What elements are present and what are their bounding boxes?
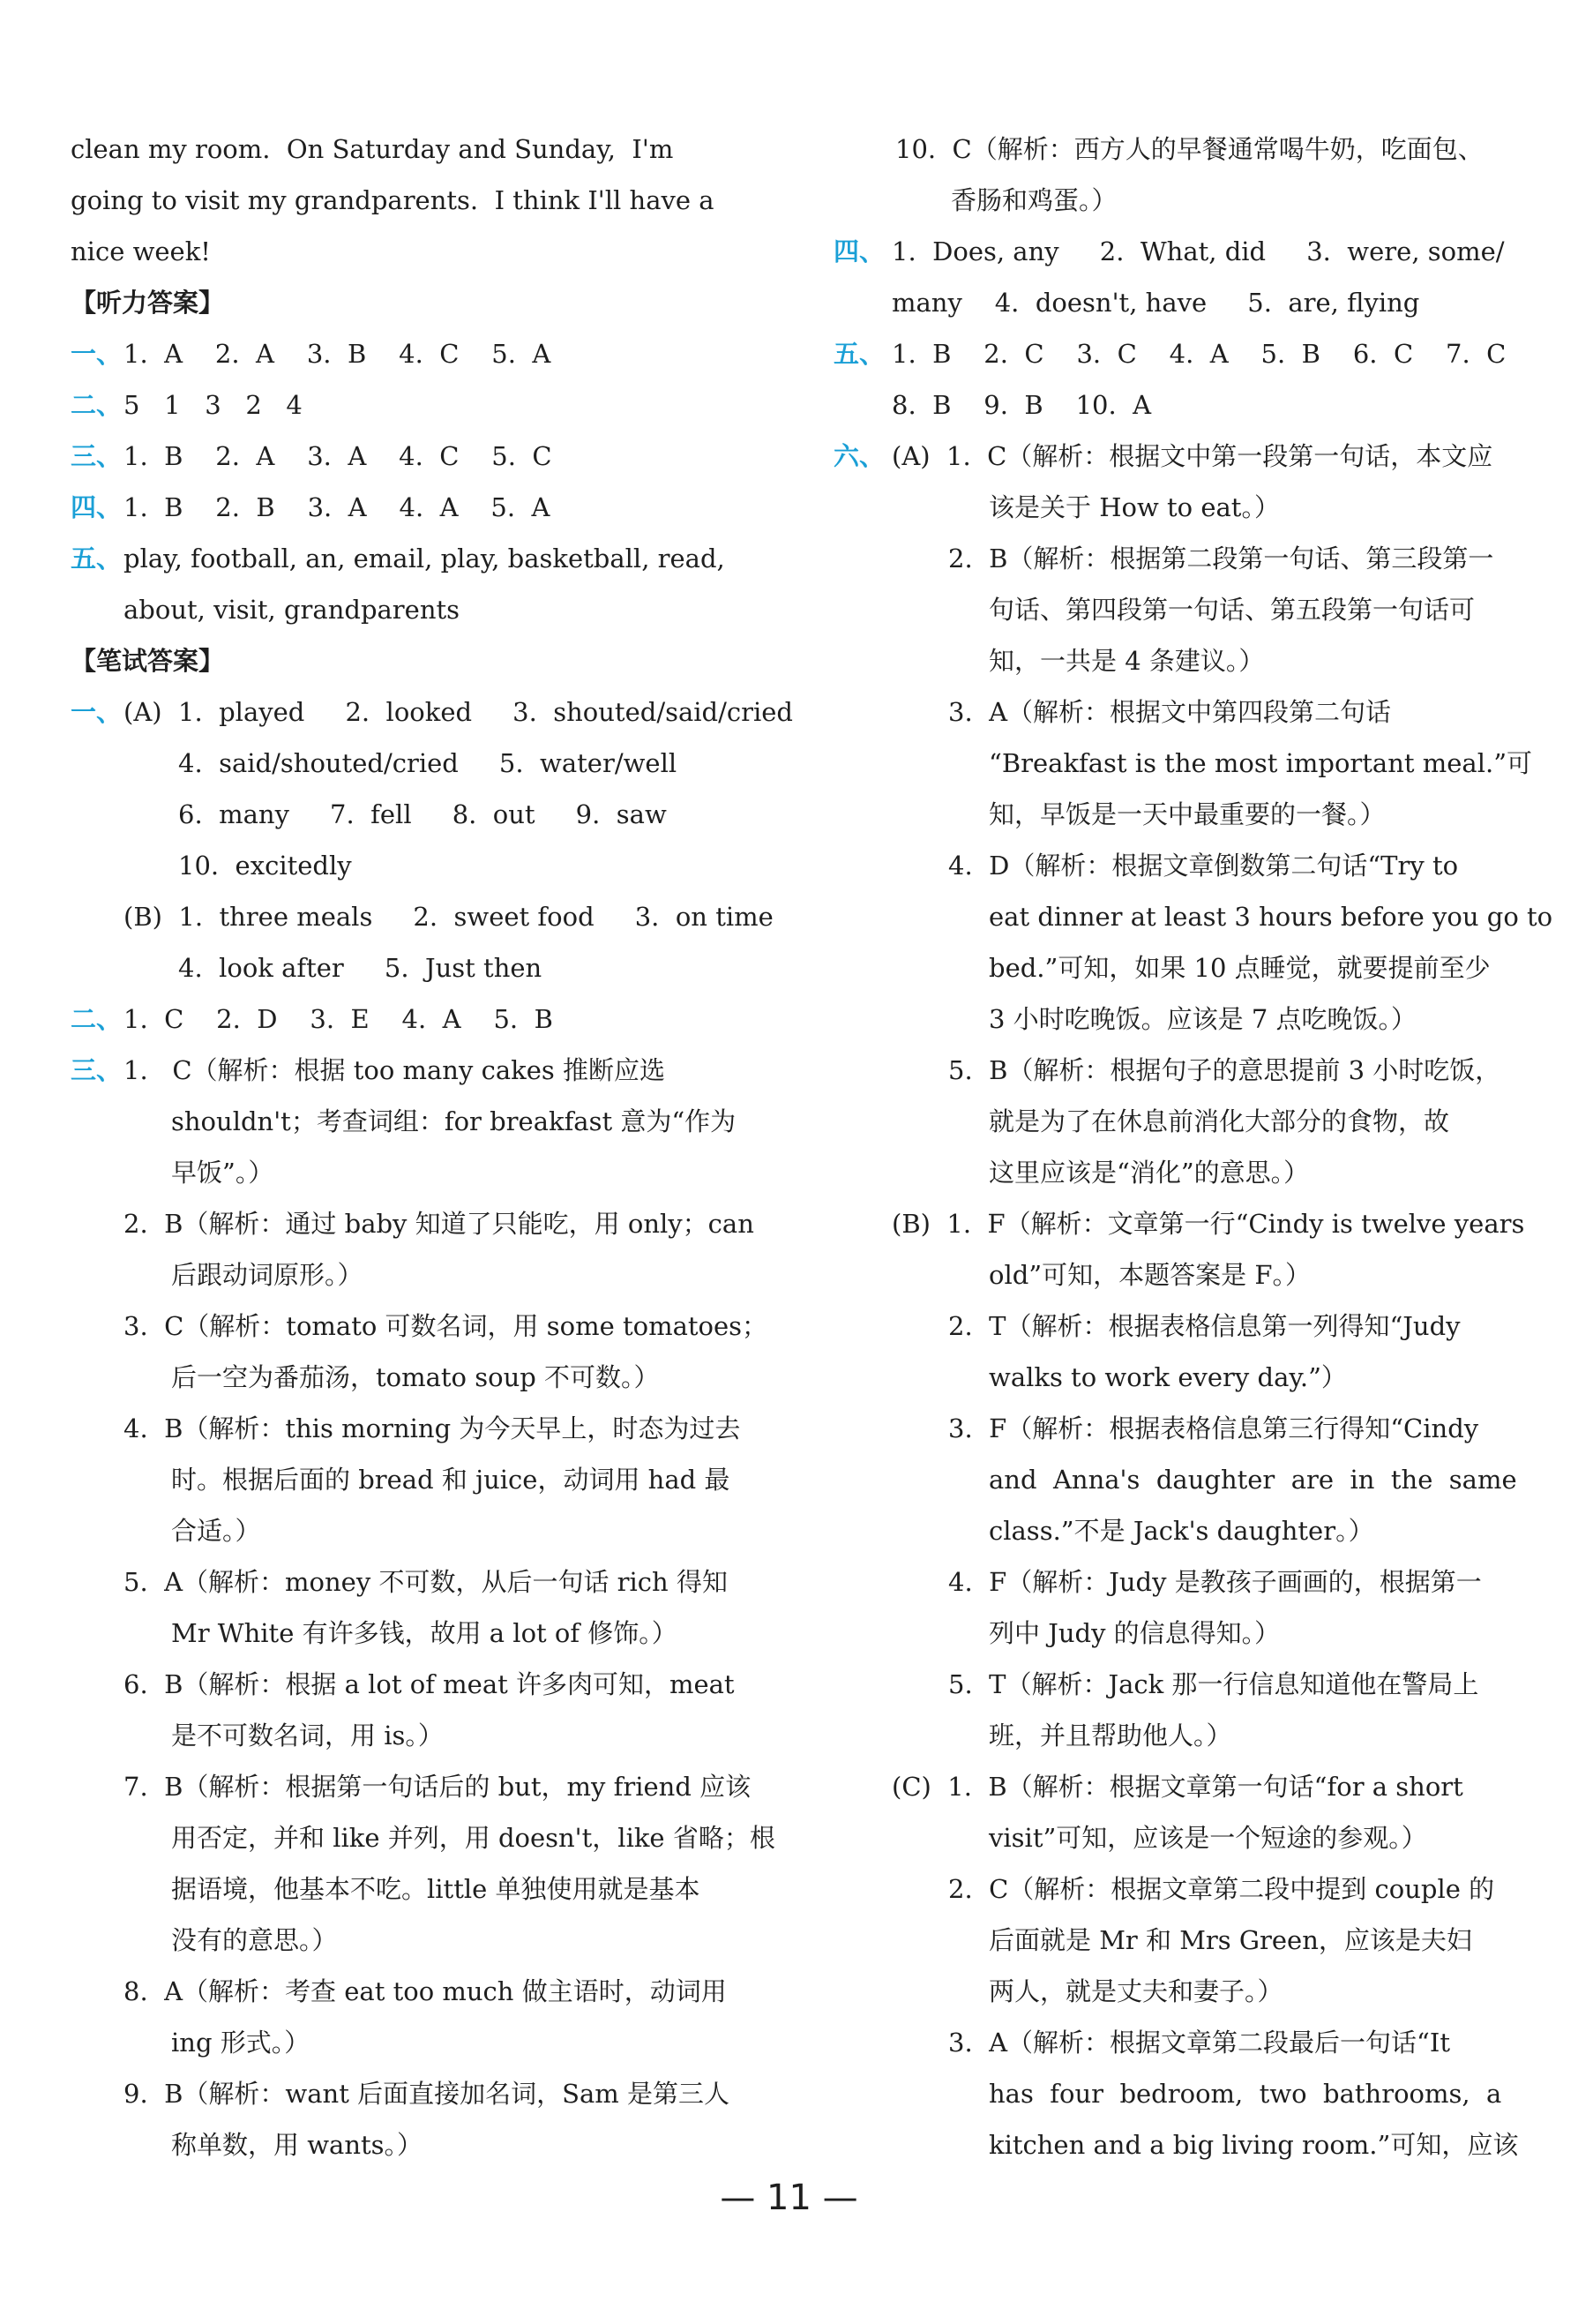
answer-text: 2. T（解析：根据表格信息第一列得知“Judy [948,1311,1461,1341]
text-line [834,1915,1539,1966]
text-line [834,891,1553,942]
section-heading: 【听力答案】 [71,288,225,318]
text-line [71,226,767,277]
text-line [71,1812,775,1863]
text-line [71,1096,767,1147]
text-line [71,1403,767,1454]
text-line [71,124,767,175]
answer-text: 4. D（解析：根据文章倒数第二句话“Try to [948,851,1459,881]
text-line [834,686,1539,738]
question-number: 三、 [71,441,123,471]
answer-text: 是不可数名词，用 is。） [171,1721,444,1750]
answer-text: 香肠和鸡蛋。） [951,185,1118,215]
answer-text: visit”可知，应该是一个短途的参观。） [989,1823,1427,1853]
question-number: 五、 [71,544,123,574]
answer-text: (A) 1. played 2. looked 3. shouted/said/cried [123,697,793,727]
text-line [834,482,1539,533]
text-line [71,379,767,431]
text-line [71,840,767,891]
question-number: 五、 [834,339,886,369]
question-number: 二、 [71,1004,123,1034]
text-line [71,1249,767,1301]
text-line [834,1249,1539,1301]
question-number: 四、 [71,492,123,522]
question-number: 六、 [834,441,886,471]
answer-text: walks to work every day.”） [989,1362,1347,1392]
text-line [834,226,1539,277]
text-line [834,1301,1539,1352]
text-line [834,2068,1539,2119]
answer-text: 8. A（解析：考查 eat too much 做主语时，动词用 [123,1976,727,2006]
text-line [834,1403,1539,1454]
answer-text: 2. B（解析：根据第二段第一句话、第三段第一 [948,544,1494,574]
answer-text: 后跟动词原形。） [171,1260,363,1290]
answer-text: 3 小时吃晚饭。应该是 7 点吃晚饭。） [989,1004,1417,1034]
answer-text: 3. A（解析：根据文中第四段第二句话 [948,697,1392,727]
answer-text: (A) 1. C（解析：根据文中第一段第一句话，本文应 [892,441,1493,471]
text-line [71,1659,767,1710]
answer-text: 2. B（解析：通过 baby 知道了只能吃，用 only；can [123,1209,754,1239]
answer-text: (C) 1. B（解析：根据文章第一句话“for a short [892,1772,1463,1802]
answer-text: old”可知，本题答案是 F。） [989,1260,1311,1290]
text-line [834,1045,1539,1096]
text-line [834,2017,1539,2068]
answer-text: 7. B（解析：根据第一句话后的 but，my friend 应该 [123,1772,752,1802]
text-line [834,1096,1539,1147]
text-line [834,533,1539,584]
text-line [834,635,1539,686]
question-number: 四、 [834,236,886,266]
text-line [834,1147,1539,1198]
answer-text: 早饭”。） [171,1158,274,1188]
right-column [834,124,1553,2170]
page-number: — 11 — [720,2178,858,2218]
text-line [834,431,1539,482]
answer-text: clean my room. On Saturday and Sunday, I'm [71,134,674,164]
text-line [71,1352,767,1403]
answer-text: 10. excitedly [178,851,352,881]
answer-text: 两人，就是丈夫和妻子。） [989,1976,1283,2006]
answer-text: 5 1 3 2 4 [123,390,303,420]
text-line [71,431,767,482]
answer-text: 6. B（解析：根据 a lot of meat 许多肉可知，meat [123,1669,735,1699]
answer-text: 1. C（解析：根据 too many cakes 推断应选 [123,1055,665,1085]
section-heading: 【笔试答案】 [71,646,225,676]
text-line [71,1556,767,1608]
answer-text: 3. C（解析：tomato 可数名词，用 some tomatoes； [123,1311,768,1341]
answer-text: 8. B 9. B 10. A [892,390,1152,420]
answer-text: 3. F（解析：根据表格信息第三行得知“Cindy [948,1413,1479,1443]
answer-text: 后一空为番茄汤，tomato soup 不可数。） [171,1362,660,1392]
answer-text: play, football, an, email, play, basketball, read, [123,544,725,574]
answer-text: 3. A（解析：根据文章第二段最后一句话“It [948,2028,1450,2058]
text-line [71,2119,767,2170]
answer-text: 没有的意思。） [171,1925,338,1955]
text-line [834,1556,1539,1608]
answer-text: 4. B（解析：this morning 为今天早上，时态为过去 [123,1413,741,1443]
question-number: 二、 [71,390,123,420]
text-line [71,1301,767,1352]
text-line [834,1454,1539,1505]
answer-text: 1. Does, any 2. What, did 3. were, some/ [892,236,1505,266]
answer-text: 1. B 2. C 3. C 4. A 5. B 6. C 7. C [892,339,1507,369]
text-line [834,1863,1539,1915]
text-line [71,1454,767,1505]
text-line [834,1198,1539,1249]
text-line [834,1966,1539,2017]
answer-text: Mr White 有许多钱，故用 a lot of 修饰。） [171,1618,677,1648]
answer-text: 4. F（解析：Judy 是教孩子画画的，根据第一 [948,1567,1482,1597]
answer-text: 这里应该是“消化”的意思。） [989,1158,1310,1188]
text-line [834,1352,1539,1403]
text-line [71,2068,767,2119]
answer-text: 后面就是 Mr 和 Mrs Green，应该是夫妇 [989,1925,1472,1955]
text-line [71,1710,767,1761]
text-line [71,993,767,1045]
answer-text: class.”不是 Jack's daughter。） [989,1516,1374,1546]
text-line [834,1608,1539,1659]
text-line [834,840,1539,891]
answer-text: 列中 Judy 的信息得知。） [989,1618,1281,1648]
text-line [834,328,1539,379]
answer-text: 就是为了在休息前消化大部分的食物，故 [989,1106,1450,1136]
answer-text: 9. B（解析：want 后面直接加名词，Sam 是第三人 [123,2079,729,2109]
text-line [834,584,1539,635]
text-line [71,584,767,635]
answer-text: 1. B 2. A 3. A 4. C 5. C [123,441,552,471]
answer-text: 6. many 7. fell 8. out 9. saw [178,799,667,829]
text-line [834,1710,1539,1761]
text-line [71,1863,767,1915]
answer-text: 4. said/shouted/cried 5. water/well [178,748,677,778]
text-line [834,1505,1539,1556]
question-number: 三、 [71,1055,123,1085]
text-line [834,175,1539,226]
text-line [834,277,1539,328]
answer-text: 5. T（解析：Jack 那一行信息知道他在警局上 [948,1669,1479,1699]
answer-text: shouldn't；考查词组：for breakfast 意为“作为 [171,1106,737,1136]
text-line [71,1761,767,1812]
question-number: 一、 [71,339,123,369]
answer-text: kitchen and a big living room.”可知，应该 [989,2130,1519,2160]
answer-text: eat dinner at least 3 hours before you go to [989,902,1553,932]
text-line [834,789,1539,840]
text-line [71,789,767,840]
answer-text: about, visit, grandparents [123,595,460,625]
text-line [834,1761,1539,1812]
text-line [71,635,767,686]
answer-text: 称单数，用 wants。） [171,2130,423,2160]
text-line [71,686,793,738]
text-line [71,1045,767,1096]
answer-text: (B) 1. three meals 2. sweet food 3. on time [123,902,774,932]
answer-text: 该是关于 How to eat。） [989,492,1280,522]
answer-text: (B) 1. F（解析：文章第一行“Cindy is twelve years [892,1209,1525,1239]
text-line [834,993,1539,1045]
text-line [71,1966,767,2017]
answer-text: “Breakfast is the most important meal.”可 [989,748,1533,778]
question-number: 一、 [71,697,123,727]
answer-text: 5. B（解析：根据句子的意思提前 3 小时吃饭， [948,1055,1501,1085]
text-line [71,942,767,993]
text-line [71,1147,767,1198]
answer-text: and Anna's daughter are in the same [989,1465,1517,1495]
answer-text: 5. A（解析：money 不可数，从后一句话 rich 得知 [123,1567,728,1597]
text-line [834,1659,1539,1710]
answer-text: 合适。） [171,1516,261,1546]
text-line [71,175,767,226]
text-line [834,124,1539,175]
answer-text: 知，早饭是一天中最重要的一餐。） [989,799,1386,829]
text-line [834,1812,1539,1863]
text-line [71,891,774,942]
answer-text: 1. A 2. A 3. B 4. C 5. A [123,339,551,369]
left-column [71,124,793,2170]
text-line [71,1915,767,1966]
answer-text: 据语境，他基本不吃。little 单独使用就是基本 [171,1874,700,1904]
answer-text: bed.”可知，如果 10 点睡觉，就要提前至少 [989,953,1491,983]
text-line [71,738,767,789]
text-line [834,738,1539,789]
answer-text: 2. C（解析：根据文章第二段中提到 couple 的 [948,1874,1495,1904]
text-line [71,533,767,584]
text-line [71,277,767,328]
answer-text: going to visit my grandparents. I think I'll have a [71,185,714,215]
answer-text: many 4. doesn't, have 5. are, flying [892,288,1420,318]
text-line [71,482,767,533]
text-line [71,1505,767,1556]
answer-text: 4. look after 5. Just then [178,953,542,983]
answer-text: nice week! [71,236,211,266]
answer-text: 班，并且帮助他人。） [989,1721,1232,1750]
text-line [71,1608,767,1659]
answer-text: 1. B 2. B 3. A 4. A 5. A [123,492,550,522]
answer-text: 知，一共是 4 条建议。） [989,646,1265,676]
answer-text: 1. C 2. D 3. E 4. A 5. B [123,1004,553,1034]
answer-text: 用否定，并和 like 并列，用 doesn't，like 省略；根 [171,1823,775,1853]
text-line [834,942,1539,993]
text-line [71,328,767,379]
answer-text: ing 形式。） [171,2028,310,2058]
answer-text: has four bedroom, two bathrooms, a [989,2079,1502,2109]
answer-text: 句话、第四段第一句话、第五段第一句话可 [989,595,1476,625]
text-line [71,2017,767,2068]
text-line [834,379,1539,431]
answer-text: 10. C（解析：西方人的早餐通常喝牛奶，吃面包、 [895,134,1484,164]
text-line [834,2119,1539,2170]
answer-text: 时。根据后面的 bread 和 juice，动词用 had 最 [171,1465,730,1495]
text-line [71,1198,767,1249]
